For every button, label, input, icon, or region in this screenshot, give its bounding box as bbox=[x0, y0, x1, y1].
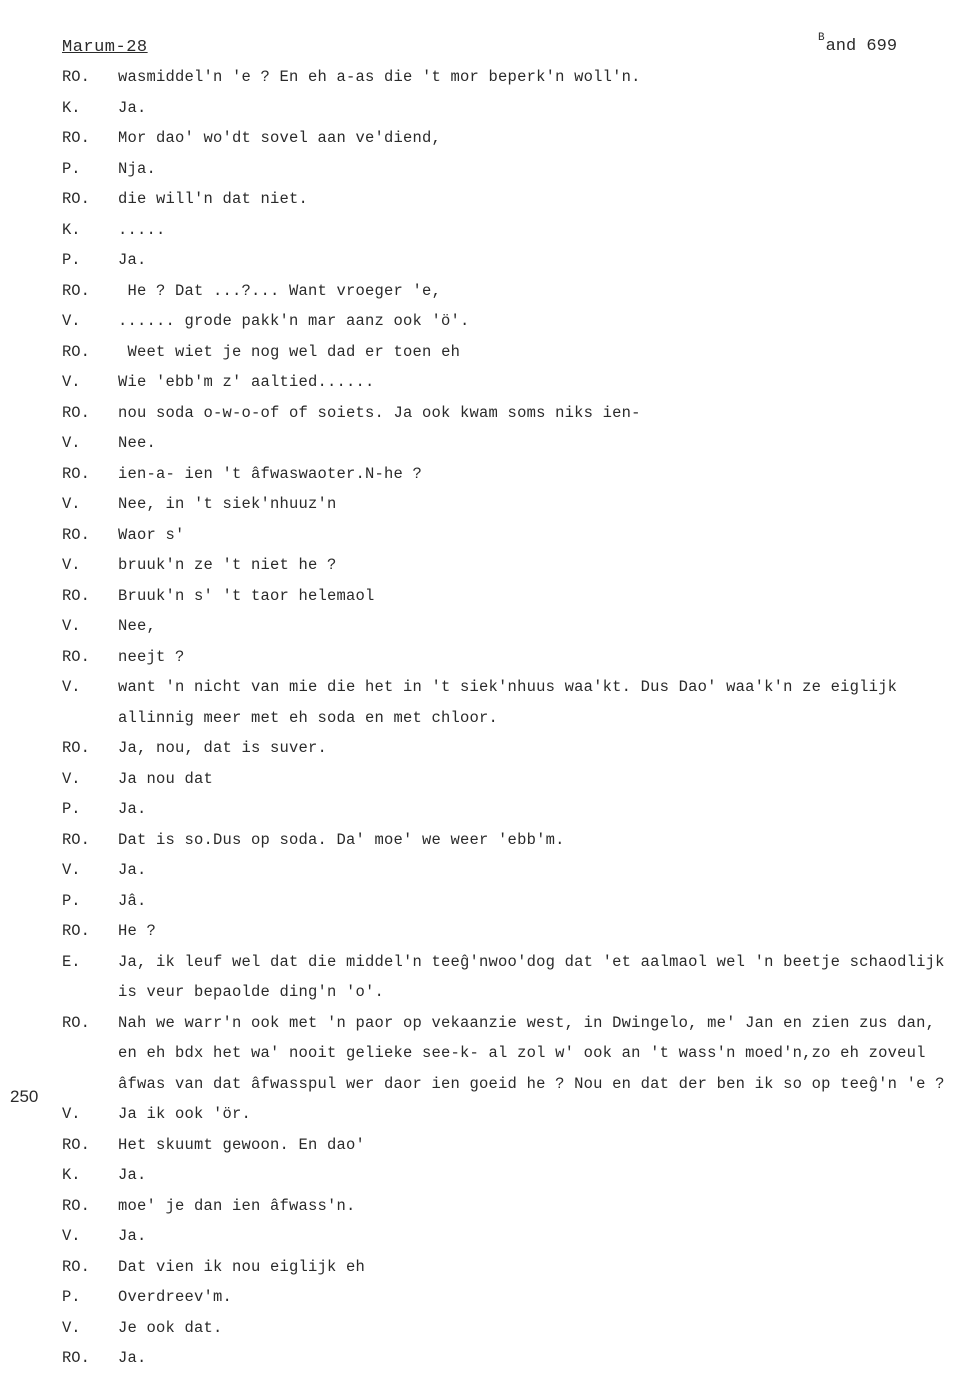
utterance-text: want 'n nicht van mie die het in 't siek'nhuus waa'kt. Dus Dao' waa'k'n ze eiglijk allinnig meer met eh soda en met chloor. bbox=[118, 678, 907, 727]
transcript-turn bbox=[0, 215, 979, 246]
utterance-text: Ja. bbox=[118, 861, 147, 879]
utterance-text: Ja. bbox=[118, 251, 147, 269]
band-label-text: and 699 bbox=[825, 37, 898, 56]
utterance-text: Het skuumt gewoon. En dao' bbox=[118, 1135, 366, 1154]
utterance-text: Ja. bbox=[118, 1227, 147, 1245]
transcript-turn bbox=[0, 642, 979, 673]
speaker-label: V. bbox=[62, 373, 81, 391]
speaker-label: P. bbox=[62, 891, 81, 910]
transcript-turn bbox=[0, 1343, 979, 1374]
transcript-turn bbox=[0, 62, 979, 93]
utterance-text: ..... bbox=[118, 220, 166, 239]
speaker-label: RO. bbox=[62, 586, 90, 605]
utterance-text: Je ook dat. bbox=[118, 1318, 223, 1337]
transcript bbox=[0, 62, 979, 1374]
transcript-turn bbox=[0, 489, 979, 520]
speaker-label: P. bbox=[62, 1288, 81, 1306]
transcript-turn bbox=[0, 1282, 979, 1313]
utterance-text: Nah we warr'n ook met 'n paor op vekaanzie west, in Dwingelo, me' Jan en zien zus dan, en eh bdx het wa' nooit gelieke see-k- al zol w' ook an 't wass'n moed'n,zo eh zoveul âfwas van dat âfwasspul wer daor ien goeid he ? Nou en dat der ben ik so op teeĝ'n 'e ? bbox=[118, 1013, 945, 1093]
band-label bbox=[818, 32, 897, 56]
transcript-turn bbox=[0, 1191, 979, 1222]
transcript-turn bbox=[0, 550, 979, 581]
utterance-text: Waor s' bbox=[118, 525, 185, 544]
utterance-text: Overdreev'm. bbox=[118, 1288, 233, 1306]
utterance-text: neejt ? bbox=[118, 647, 185, 666]
utterance-text: Ja, nou, dat is suver. bbox=[118, 739, 328, 757]
utterance-text: Nee, in 't siek'nhuuz'n bbox=[118, 495, 337, 513]
speaker-label: V. bbox=[62, 1318, 81, 1337]
utterance-text: Nee. bbox=[118, 434, 157, 452]
speaker-label: K. bbox=[62, 220, 81, 239]
transcript-turn bbox=[0, 459, 979, 490]
utterance-text: nou soda o-w-o-of of soiets. Ja ook kwam soms niks ien- bbox=[118, 403, 641, 422]
speaker-label: RO. bbox=[62, 129, 90, 147]
utterance-text: Nja. bbox=[118, 159, 157, 178]
transcript-turn bbox=[0, 398, 979, 429]
speaker-label: V. bbox=[62, 495, 81, 513]
transcript-turn bbox=[0, 764, 979, 795]
utterance-text: Mor dao' wo'dt sovel aan ve'diend, bbox=[118, 129, 442, 147]
speaker-label: RO. bbox=[62, 190, 90, 208]
utterance-text: Ja. bbox=[118, 800, 147, 818]
utterance-text: Bruuk'n s' 't taor helemaol bbox=[118, 586, 375, 605]
transcript-turn bbox=[0, 1130, 979, 1161]
speaker-label: K. bbox=[62, 98, 81, 117]
speaker-label: V. bbox=[62, 769, 81, 788]
transcript-turn bbox=[0, 1160, 979, 1191]
utterance-text: Ja nou dat bbox=[118, 769, 214, 788]
speaker-label: V. bbox=[62, 556, 81, 574]
transcript-turn bbox=[0, 367, 979, 398]
transcript-turn bbox=[0, 794, 979, 825]
transcript-turn bbox=[0, 123, 979, 154]
speaker-label: RO. bbox=[62, 1013, 90, 1032]
utterance-text: He ? bbox=[118, 922, 157, 940]
speaker-label: K. bbox=[62, 1166, 81, 1184]
transcript-turn bbox=[0, 947, 979, 1008]
margin-number: 250 bbox=[10, 1087, 39, 1106]
transcript-turn bbox=[0, 611, 979, 642]
transcript-turn bbox=[0, 306, 979, 337]
utterance-text: ...... grode pakk'n mar aanz ook 'ö'. bbox=[118, 312, 470, 330]
utterance-text: Ja. bbox=[118, 1349, 147, 1367]
transcript-turn bbox=[0, 1221, 979, 1252]
transcript-turn bbox=[0, 1008, 979, 1100]
speaker-label: V. bbox=[62, 312, 81, 330]
speaker-label: RO. bbox=[62, 1349, 90, 1367]
speaker-label: P. bbox=[62, 251, 81, 269]
utterance-text: Dat is so.Dus op soda. Da' moe' we weer 'ebb'm. bbox=[118, 830, 565, 849]
speaker-label: RO. bbox=[62, 68, 90, 86]
utterance-text: He ? Dat ...?... Want vroeger 'e, bbox=[118, 281, 442, 300]
utterance-text: Ja. bbox=[118, 98, 147, 117]
transcript-turn bbox=[0, 337, 979, 368]
speaker-label: RO. bbox=[62, 403, 90, 422]
transcript-turn bbox=[0, 672, 979, 733]
utterance-text: Wie 'ebb'm z' aaltied...... bbox=[118, 373, 375, 391]
utterance-text: bruuk'n ze 't niet he ? bbox=[118, 556, 337, 574]
utterance-text: Dat vien ik nou eiglijk eh bbox=[118, 1257, 366, 1276]
speaker-label: RO. bbox=[62, 739, 90, 757]
transcript-turn bbox=[0, 1099, 979, 1130]
speaker-label: RO. bbox=[62, 922, 90, 940]
utterance-text: moe' je dan ien âfwass'n. bbox=[118, 1196, 356, 1215]
document-title: Marum-28 bbox=[62, 38, 148, 57]
speaker-label: P. bbox=[62, 159, 81, 178]
transcript-turn bbox=[0, 520, 979, 551]
speaker-label: V. bbox=[62, 678, 81, 696]
speaker-label: RO. bbox=[62, 647, 90, 666]
transcript-turn bbox=[0, 825, 979, 856]
transcript-turn bbox=[0, 93, 979, 124]
transcript-turn bbox=[0, 855, 979, 886]
speaker-label: V. bbox=[62, 617, 81, 635]
speaker-label: V. bbox=[62, 434, 81, 452]
transcript-turn bbox=[0, 245, 979, 276]
transcript-turn bbox=[0, 733, 979, 764]
transcript-turn bbox=[0, 581, 979, 612]
utterance-text: die will'n dat niet. bbox=[118, 190, 309, 208]
speaker-label: RO. bbox=[62, 281, 90, 300]
transcript-turn bbox=[0, 428, 979, 459]
speaker-label: E. bbox=[62, 952, 81, 971]
speaker-label: RO. bbox=[62, 1196, 90, 1215]
utterance-text: ien-a- ien 't âfwaswaoter.N-he ? bbox=[118, 464, 423, 483]
utterance-text: Ja. bbox=[118, 1166, 147, 1184]
speaker-label: RO. bbox=[62, 464, 90, 483]
transcript-turn bbox=[0, 1313, 979, 1344]
band-label-b: B bbox=[818, 32, 825, 44]
utterance-text: Nee, bbox=[118, 617, 157, 635]
transcript-turn bbox=[0, 276, 979, 307]
speaker-label: V. bbox=[62, 1227, 81, 1245]
transcript-turn bbox=[0, 154, 979, 185]
transcript-turn bbox=[0, 1252, 979, 1283]
speaker-label: P. bbox=[62, 800, 81, 818]
speaker-label: RO. bbox=[62, 525, 90, 544]
transcript-turn bbox=[0, 916, 979, 947]
speaker-label: RO. bbox=[62, 1135, 90, 1154]
utterance-text: Jâ. bbox=[118, 891, 147, 910]
speaker-label: RO. bbox=[62, 830, 90, 849]
utterance-text: wasmiddel'n 'e ? En eh a-as die 't mor beperk'n woll'n. bbox=[118, 68, 641, 86]
utterance-text: Ja, ik leuf wel dat die middel'n teeĝ'nwoo'dog dat 'et aalmaol wel 'n beetje schaodlijk is veur bepaolde ding'n 'o'. bbox=[118, 952, 955, 1001]
utterance-text: Ja ik ook 'ör. bbox=[118, 1105, 252, 1123]
transcript-turn bbox=[0, 184, 979, 215]
speaker-label: V. bbox=[62, 861, 81, 879]
transcript-turn bbox=[0, 886, 979, 917]
speaker-label: V. bbox=[62, 1105, 81, 1123]
speaker-label: RO. bbox=[62, 1257, 90, 1276]
utterance-text: Weet wiet je nog wel dad er toen eh bbox=[118, 342, 461, 361]
speaker-label: RO. bbox=[62, 342, 90, 361]
